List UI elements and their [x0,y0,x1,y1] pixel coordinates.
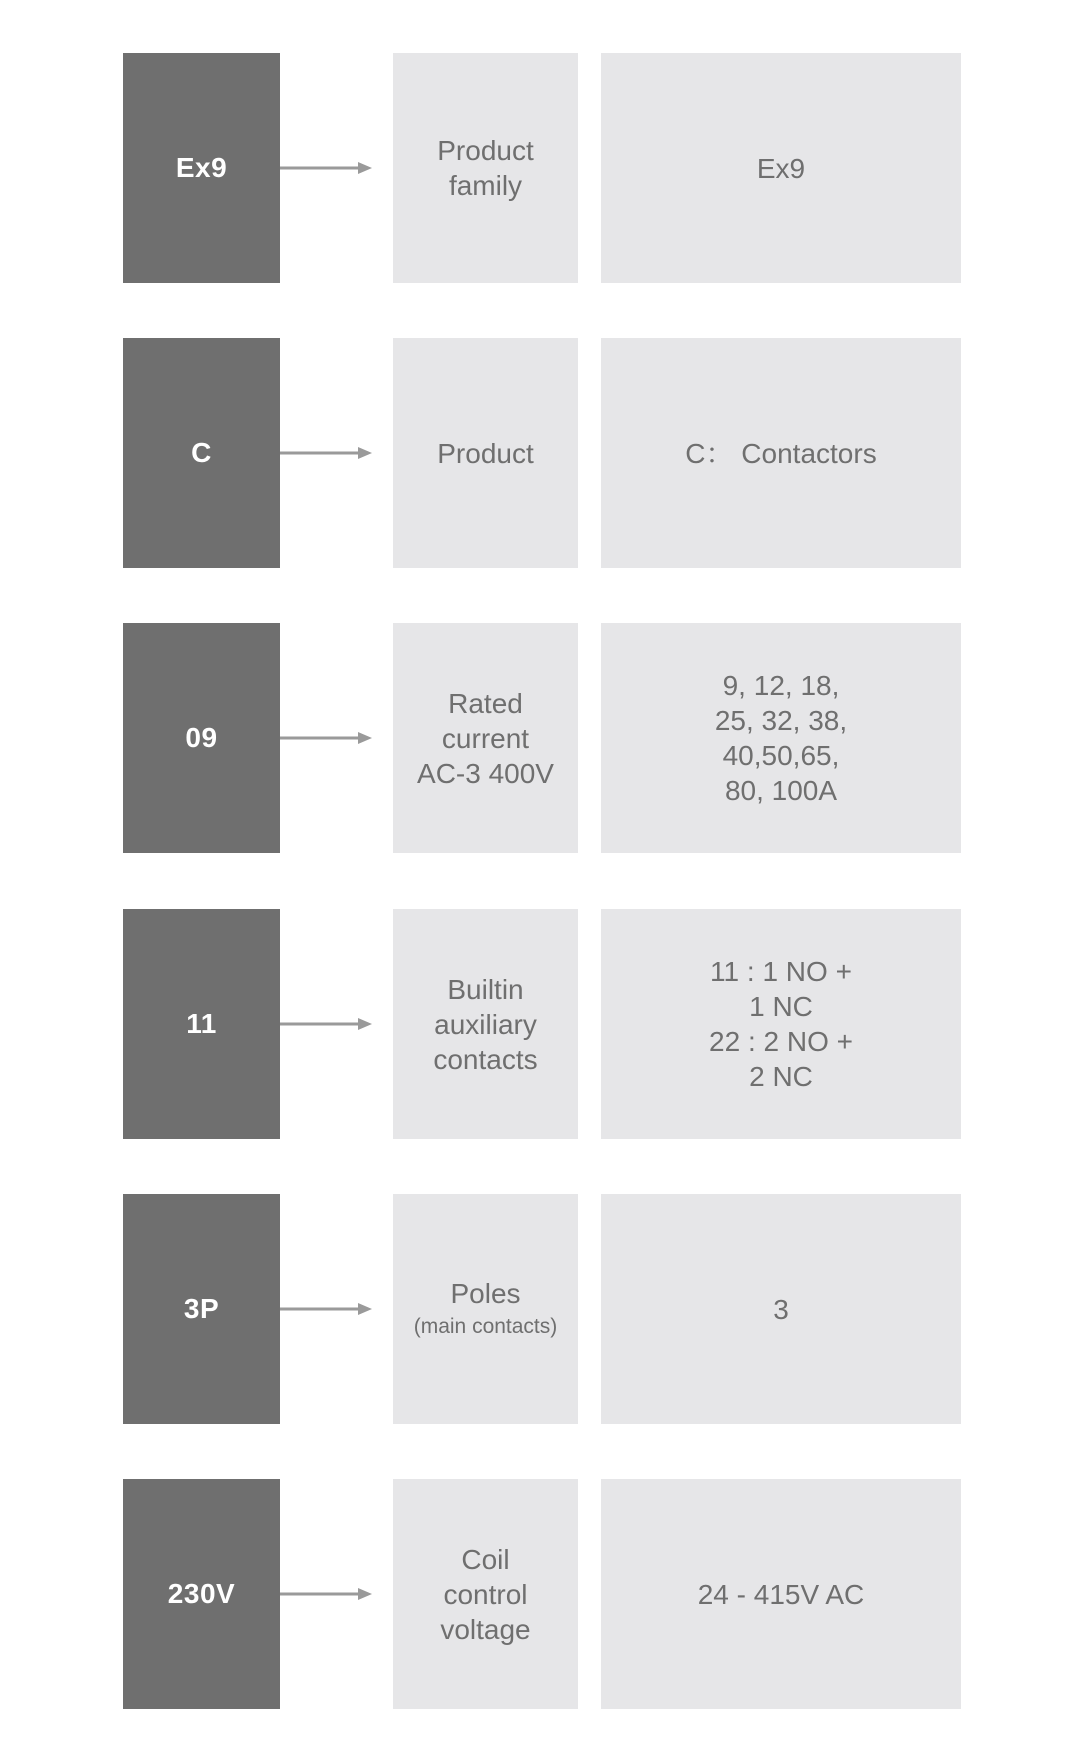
value-box [601,623,961,853]
value-box [601,338,961,568]
value-box [601,53,961,283]
label-line: family [448,170,523,201]
arrow-icon [280,732,372,744]
label-line: Coil [461,1543,510,1575]
row-auxiliary-contacts [0,909,1080,1139]
row-coil-voltage [0,1479,1080,1709]
code-box [123,909,280,1139]
label-box [393,909,578,1139]
arrow-icon [280,162,372,174]
value-line: C： Contactors [685,437,877,469]
label-line: control [443,1578,528,1610]
code-box [123,623,280,853]
value-line: 9, 12, 18, [722,670,840,701]
code-box [123,1194,280,1424]
label-box [393,623,578,853]
value-line: 40,50,65, [722,740,840,771]
arrow-icon [280,1018,372,1030]
label-line: Product [437,437,534,469]
label-line: voltage [440,1613,531,1645]
row-poles [0,1194,1080,1424]
code-text: 09 [185,722,218,753]
value-box [601,1479,961,1709]
label-box [393,1479,578,1709]
value-line: 80, 100A [724,775,838,806]
arrow-icon [280,1588,372,1600]
value-box [601,1194,961,1424]
code-box [123,1479,280,1709]
value-line: 3 [773,1293,789,1325]
value-line: Ex9 [756,152,806,184]
label-line: current [441,722,530,754]
row-rated-current [0,623,1080,853]
value-line: 2 NC [749,1061,813,1092]
label-line: Poles [450,1277,521,1309]
code-box [123,338,280,568]
arrow-icon [280,1303,372,1315]
label-subtext: (main contacts) [413,1314,558,1338]
code-text: 230V [167,1578,236,1609]
value-line: 1 NC [749,991,813,1022]
row-product-family [0,53,1080,283]
code-text: Ex9 [175,152,228,183]
arrow-icon [280,447,372,459]
label-box [393,338,578,568]
value-box [601,909,961,1139]
code-box [123,53,280,283]
value-line: 22 : 2 NO + [709,1026,853,1057]
label-line: AC-3 400V [417,757,554,789]
label-box [393,1194,578,1424]
label-line: Rated [448,687,523,719]
label-box [393,53,578,283]
value-line: 11 : 1 NO + [710,956,852,987]
label-line: Product [437,135,534,166]
row-product [0,338,1080,568]
code-text: 3P [183,1293,220,1324]
code-text: 11 [186,1008,217,1039]
label-line: Builtin [447,973,524,1005]
value-line: 25, 32, 38, [714,705,848,736]
label-line: contacts [433,1043,538,1075]
code-text: C [191,437,212,468]
value-line: 24 - 415V AC [697,1578,865,1610]
label-line: auxiliary [434,1008,537,1040]
